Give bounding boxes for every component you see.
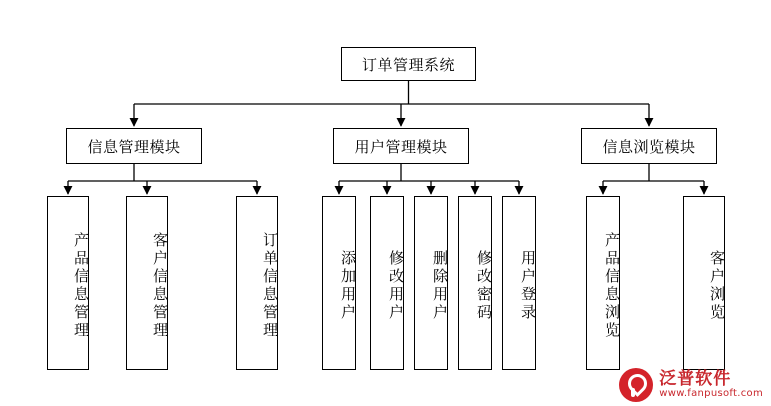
node-label: 修改用户 (387, 250, 405, 322)
watermark-url: www.fanpusoft.com (659, 387, 763, 399)
node-label: 订单信息管理 (261, 232, 279, 340)
node-change-password[interactable] (458, 196, 492, 370)
node-add-user[interactable] (322, 196, 356, 370)
node-product-info-browse[interactable] (586, 196, 620, 370)
node-label: 产品信息浏览 (603, 232, 621, 340)
watermark-logo (619, 368, 763, 402)
node-label: 修改密码 (475, 250, 493, 322)
watermark-name: 泛普软件 (659, 368, 732, 389)
location-pin-icon (619, 368, 653, 402)
node-info-browse[interactable] (581, 128, 717, 164)
node-customer-browse[interactable] (683, 196, 725, 370)
node-edit-user[interactable] (370, 196, 404, 370)
node-product-info-mgmt[interactable] (47, 196, 89, 370)
node-customer-info-mgmt[interactable] (126, 196, 168, 370)
node-root[interactable] (341, 47, 476, 81)
node-label: 产品信息管理 (72, 232, 90, 340)
node-user-login[interactable] (502, 196, 536, 370)
node-label: 用户管理模块 (354, 137, 448, 156)
node-delete-user[interactable] (414, 196, 448, 370)
node-label: 客户浏览 (708, 250, 726, 322)
node-label: 删除用户 (431, 250, 449, 322)
node-label: 用户登录 (519, 250, 537, 322)
node-order-info-mgmt[interactable] (236, 196, 278, 370)
watermark-text (659, 368, 763, 399)
node-label: 客户信息管理 (151, 232, 169, 340)
node-info-mgmt[interactable] (66, 128, 202, 164)
node-user-mgmt[interactable] (333, 128, 469, 164)
node-label: 订单管理系统 (361, 55, 455, 74)
node-label: 信息管理模块 (87, 137, 181, 156)
node-label: 信息浏览模块 (602, 137, 696, 156)
node-label: 添加用户 (339, 250, 357, 322)
